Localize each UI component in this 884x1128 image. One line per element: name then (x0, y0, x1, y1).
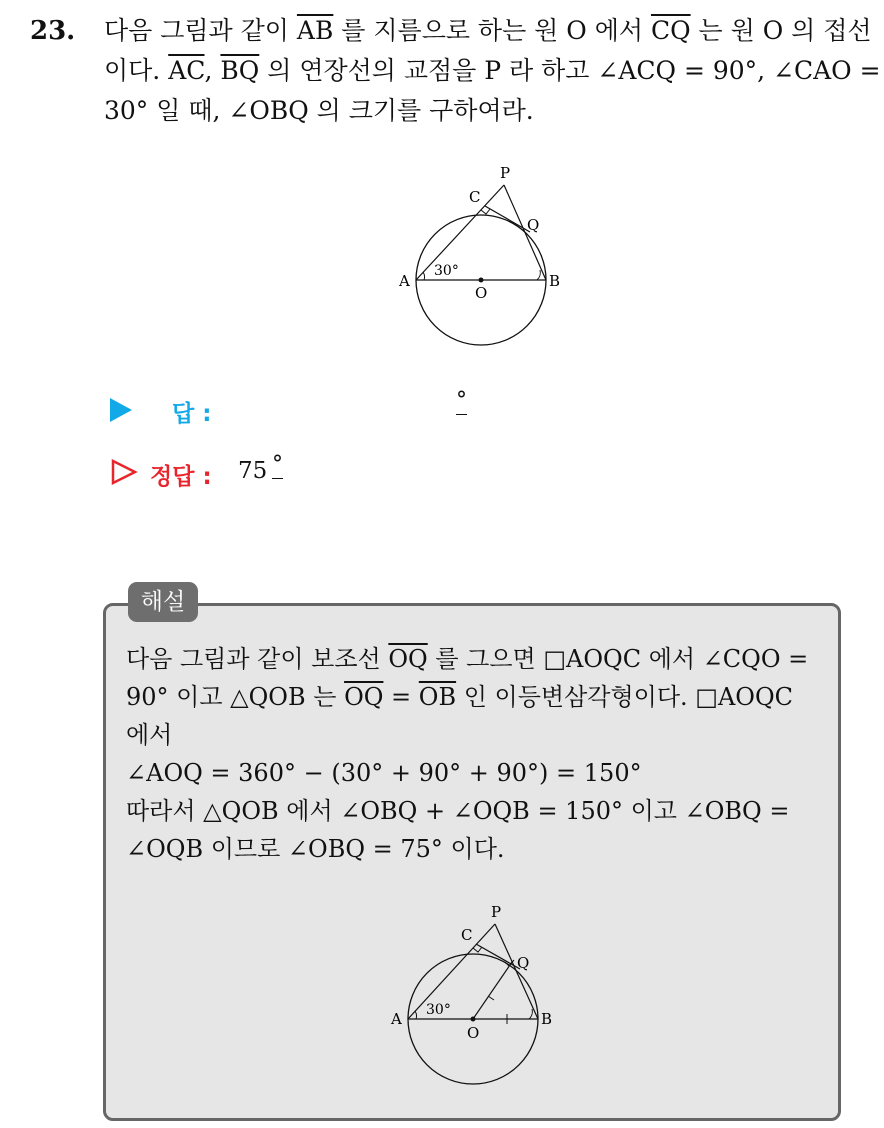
answer-blank[interactable] (300, 398, 450, 424)
segment-ab: $\overline{AB}$ (296, 16, 334, 45)
explanation-tab: 해설 (128, 582, 198, 622)
explanation-line-5: 따라서 △QOB 에서 ∠OBQ + ∠OQB = 150° 이고 ∠OBQ = (126, 797, 790, 825)
segment-ac: $\overline{AC}$ (168, 56, 205, 85)
correct-arrow-icon (110, 458, 138, 486)
label-q-2: Q (517, 954, 530, 972)
label-a-2: A (391, 1010, 402, 1028)
label-a: A (399, 272, 410, 290)
label-o-2: O (467, 1024, 480, 1042)
correct-value: 75 (238, 458, 268, 484)
correct-unit: ° (272, 452, 283, 477)
label-b: B (549, 272, 561, 290)
explanation-line-4: ∠AOQ = 360° − (30° + 90° + 90°) = 150° (126, 759, 642, 787)
angle-label-2: 30° (426, 1002, 451, 1018)
angle-label: 30° (434, 263, 459, 279)
segment-bq: $\overline{BQ}$ (220, 56, 260, 85)
explanation-line-2: 90° 이고 △QOB 는 $\overline{OQ} = \overline{OB}$ 인 이등변삼각형이다. □AOQC (126, 683, 794, 711)
label-p: P (500, 164, 511, 182)
explanation-line-6: ∠OQB 이므로 ∠OBQ = 75° 이다. (126, 835, 505, 863)
correct-label: 정답 : (150, 464, 212, 490)
answer-label: 답 : (172, 401, 212, 427)
answer-arrow-icon (110, 398, 132, 422)
question-figure (390, 160, 580, 360)
explanation-line-3: 에서 (126, 721, 173, 749)
explanation-line-1: 다음 그림과 같이 보조선 $\overline{OQ}$ 를 그으면 □AOQC 에서 ∠CQO = (126, 645, 809, 673)
segment-oq-2: $\overline{OQ}$ (344, 683, 384, 711)
label-c-2: C (461, 926, 473, 944)
question-line-1: 다음 그림과 같이 $\overline{AB}$ 를 지름으로 하는 원 O 에서 $\overline{CQ}$ 는 원 O 의 접선 (104, 16, 872, 45)
label-b-2: B (541, 1010, 553, 1028)
question-number: 23. (30, 16, 76, 46)
question-line-2: 이다. $\overline{AC}$, $\overline{BQ}$ 의 연장선의 교점을 P 라 하고 ∠ACQ = 90°, ∠CAO = (104, 56, 881, 85)
label-c: C (469, 188, 481, 206)
segment-ob: $\overline{OB}$ (418, 683, 457, 711)
explanation-figure (385, 898, 575, 1098)
label-q: Q (527, 216, 540, 234)
segment-cq: $\overline{CQ}$ (650, 16, 691, 45)
label-o: O (475, 284, 488, 302)
label-p-2: P (491, 903, 502, 921)
segment-oq: $\overline{OQ}$ (388, 645, 428, 673)
answer-unit: ° (456, 388, 467, 413)
question-line-3: 30° 일 때, ∠OBQ 의 크기를 구하여라. (104, 96, 534, 125)
